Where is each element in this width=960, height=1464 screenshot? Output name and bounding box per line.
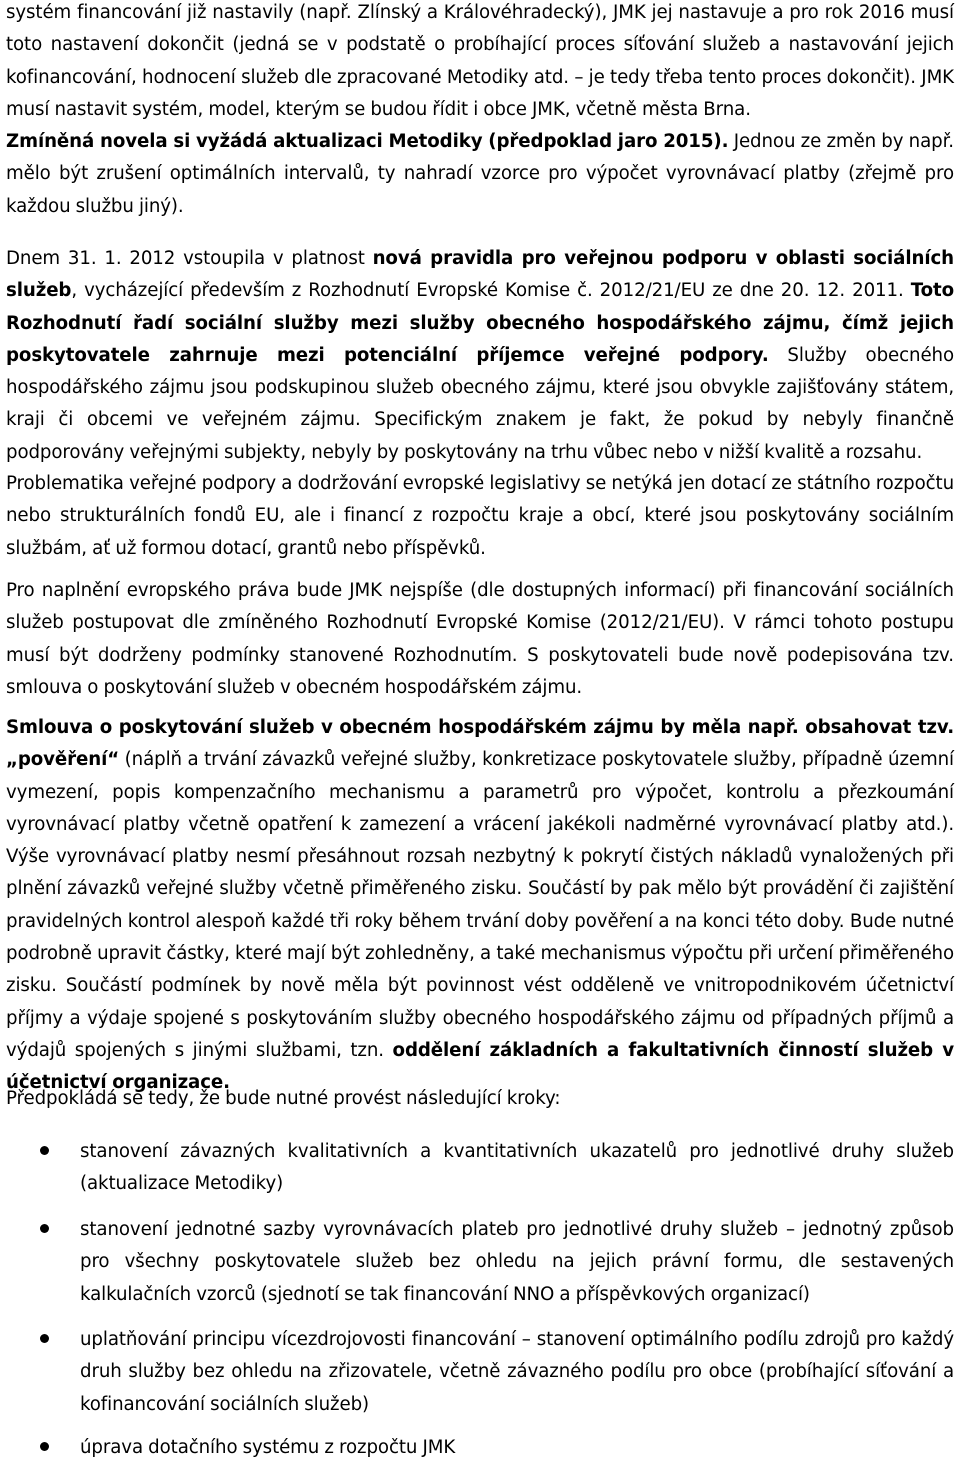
paragraph-eu-law [6,575,954,704]
text-run-bold: Zmíněná novela si vyžádá aktualizaci Metodiky (předpoklad jaro 2015). [6,131,729,152]
paragraph-next-steps-intro [6,1083,954,1115]
list-item-text: stanovení závazných kvalitativních a kvantitativních ukazatelů pro jednotlivé druhy služeb (aktualizace Metodiky) [80,1141,954,1195]
text-run: Jednou ze změn by např. mělo být zrušení optimálních intervalů, ty nahradí vzorce pro výpočet vyrovnávací platby (zřejmě pro každou službu jiný). [6,131,954,217]
text-run: Služby obecného hospodářského zájmu jsou podskupinou služeb obecného zájmu, které jsou obvykle zajišťovány státem, kraji či obcemi ve veřejném zájmu. Specifickým znakem je fakt, že pokud by nebyly finančně podporovány veřejnými subjekty, nebyly by poskytovány na trhu vůbec nebo v nižší kvalitě a rozsahu. [6,344,954,463]
paragraph-state-aid-rules [6,243,954,469]
paragraph-methodology-update [6,126,954,223]
list-item-text: uplatňování principu vícezdrojovosti financování – stanovení optimálního podílu zdrojů pro každý druh služby bez ohledu na zřizovatele, včetně závazného podílu pro obce (probíhající síťování a kofinancování sociálních služeb) [80,1329,954,1415]
bullet-icon [40,1334,49,1343]
text-run: (náplň a trvání závazků veřejné služby, konkretizace poskytovatele služby, případně územní vymezení, popis kompenzačního mechanismu a parametrů pro výpočet, kontrolu a přezkoumání vyrovnávací platby včetně opatření k zamezení a vrácení jakékoli nadměrné vyrovnávací platby atd.). Výše vyrovnávací platby nesmí přesáhnout rozsah nezbytný k pokrytí čistých nákladů vynaložených při plnění závazků veřejné služby včetně přiměřeného zisku. Součástí by pak mělo být provádění či zajištění pravidelných kontrol alespoň každé tři roky během trvání doby pověření a na konci této doby. Bude nutné podrobně upravit částky, které mají být zohledněny, a také mechanismus výpočtu při určení přiměřeného zisku. Součástí podmínek by nově měla být povinnost vést odděleně ve vnitropodnikovém účetnictví příjmy a výdaje spojené s poskytováním služby obecného hospodářského zájmu od případných příjmů a výdajů spojených s jinými službami, tzn. [6,749,954,1061]
bullet-icon [40,1442,49,1451]
text-run: Předpokládá se tedy, že bude nutné provést následující kroky: [6,1088,561,1109]
list-item-text: úprava dotačního systému z rozpočtu JMK [80,1437,456,1458]
paragraph-financing-system [6,0,954,126]
text-run-bold: Toto Rozhodnutí řadí sociální služby mezi služby obecného hospodářského zájmu, čímž jejich poskytovatele zahrnuje mezi potenciální příjemce veřejné podpory. [6,280,954,366]
text-run: Problematika veřejné podpory a dodržování evropské legislativy se netýká jen dotací ze státního rozpočtu nebo strukturálních fondů EU, ale i financí z rozpočtu kraje a obcí, které jsou poskytovány sociálním službám, ať už formou dotací, grantů nebo příspěvků. [6,473,954,559]
bullet-icon [40,1146,49,1155]
text-run-bold: Smlouva o poskytování služeb v obecném hospodářském zájmu by měla např. obsahovat tzv. „pověření“ [6,717,954,771]
bullet-icon [40,1224,49,1233]
paragraph-state-aid-problem [6,468,954,565]
text-run: , vycházející především z Rozhodnutí Evropské Komise č. 2012/21/EU ze dne 20. 12. 2011. [71,280,911,302]
text-run-bold: oddělení základních a fakultativních činností služeb v účetnictví organizace. [6,1039,954,1094]
paragraph-service-contract [6,712,954,1100]
text-run: Pro naplnění evropského práva bude JMK nejspíše (dle dostupných informací) při financování sociálních služeb postupovat dle zmíněného Rozhodnutí Evropské Komise (2012/21/EU). V rámci tohoto postupu musí být dodrženy podmínky stanovené Rozhodnutím. S poskytovateli bude nově podepisována tzv. smlouva o poskytování služeb v obecném hospodářském zájmu. [6,580,954,698]
text-run: systém financování již nastavily (např. Zlínský a Královéhradecký), JMK jej nastavuje a pro rok 2016 musí toto nastavení dokončit (jedná se v podstatě o probíhající proces síťování služeb a nastavování jejich kofinancování, hodnocení služeb dle zpracované Metodiky atd. – je tedy třeba tento proces dokončit). JMK musí nastavit systém, model, kterým se budou řídit i obce JMK, včetně města Brna. [6,2,954,120]
text-run: Dnem 31. 1. 2012 vstoupila v platnost [6,248,373,269]
text-run-bold: nová pravidla pro veřejnou podporu v oblasti sociálních služeb [6,248,954,302]
list-item-text: stanovení jednotné sazby vyrovnávacích plateb pro jednotlivé druhy služeb – jednotný způsob pro všechny poskytovatele služeb bez ohledu na jejich právní formu, dle sestavených kalkulačních vzorců (sjednotí se tak financování NNO a příspěvkových organizací) [80,1219,954,1305]
